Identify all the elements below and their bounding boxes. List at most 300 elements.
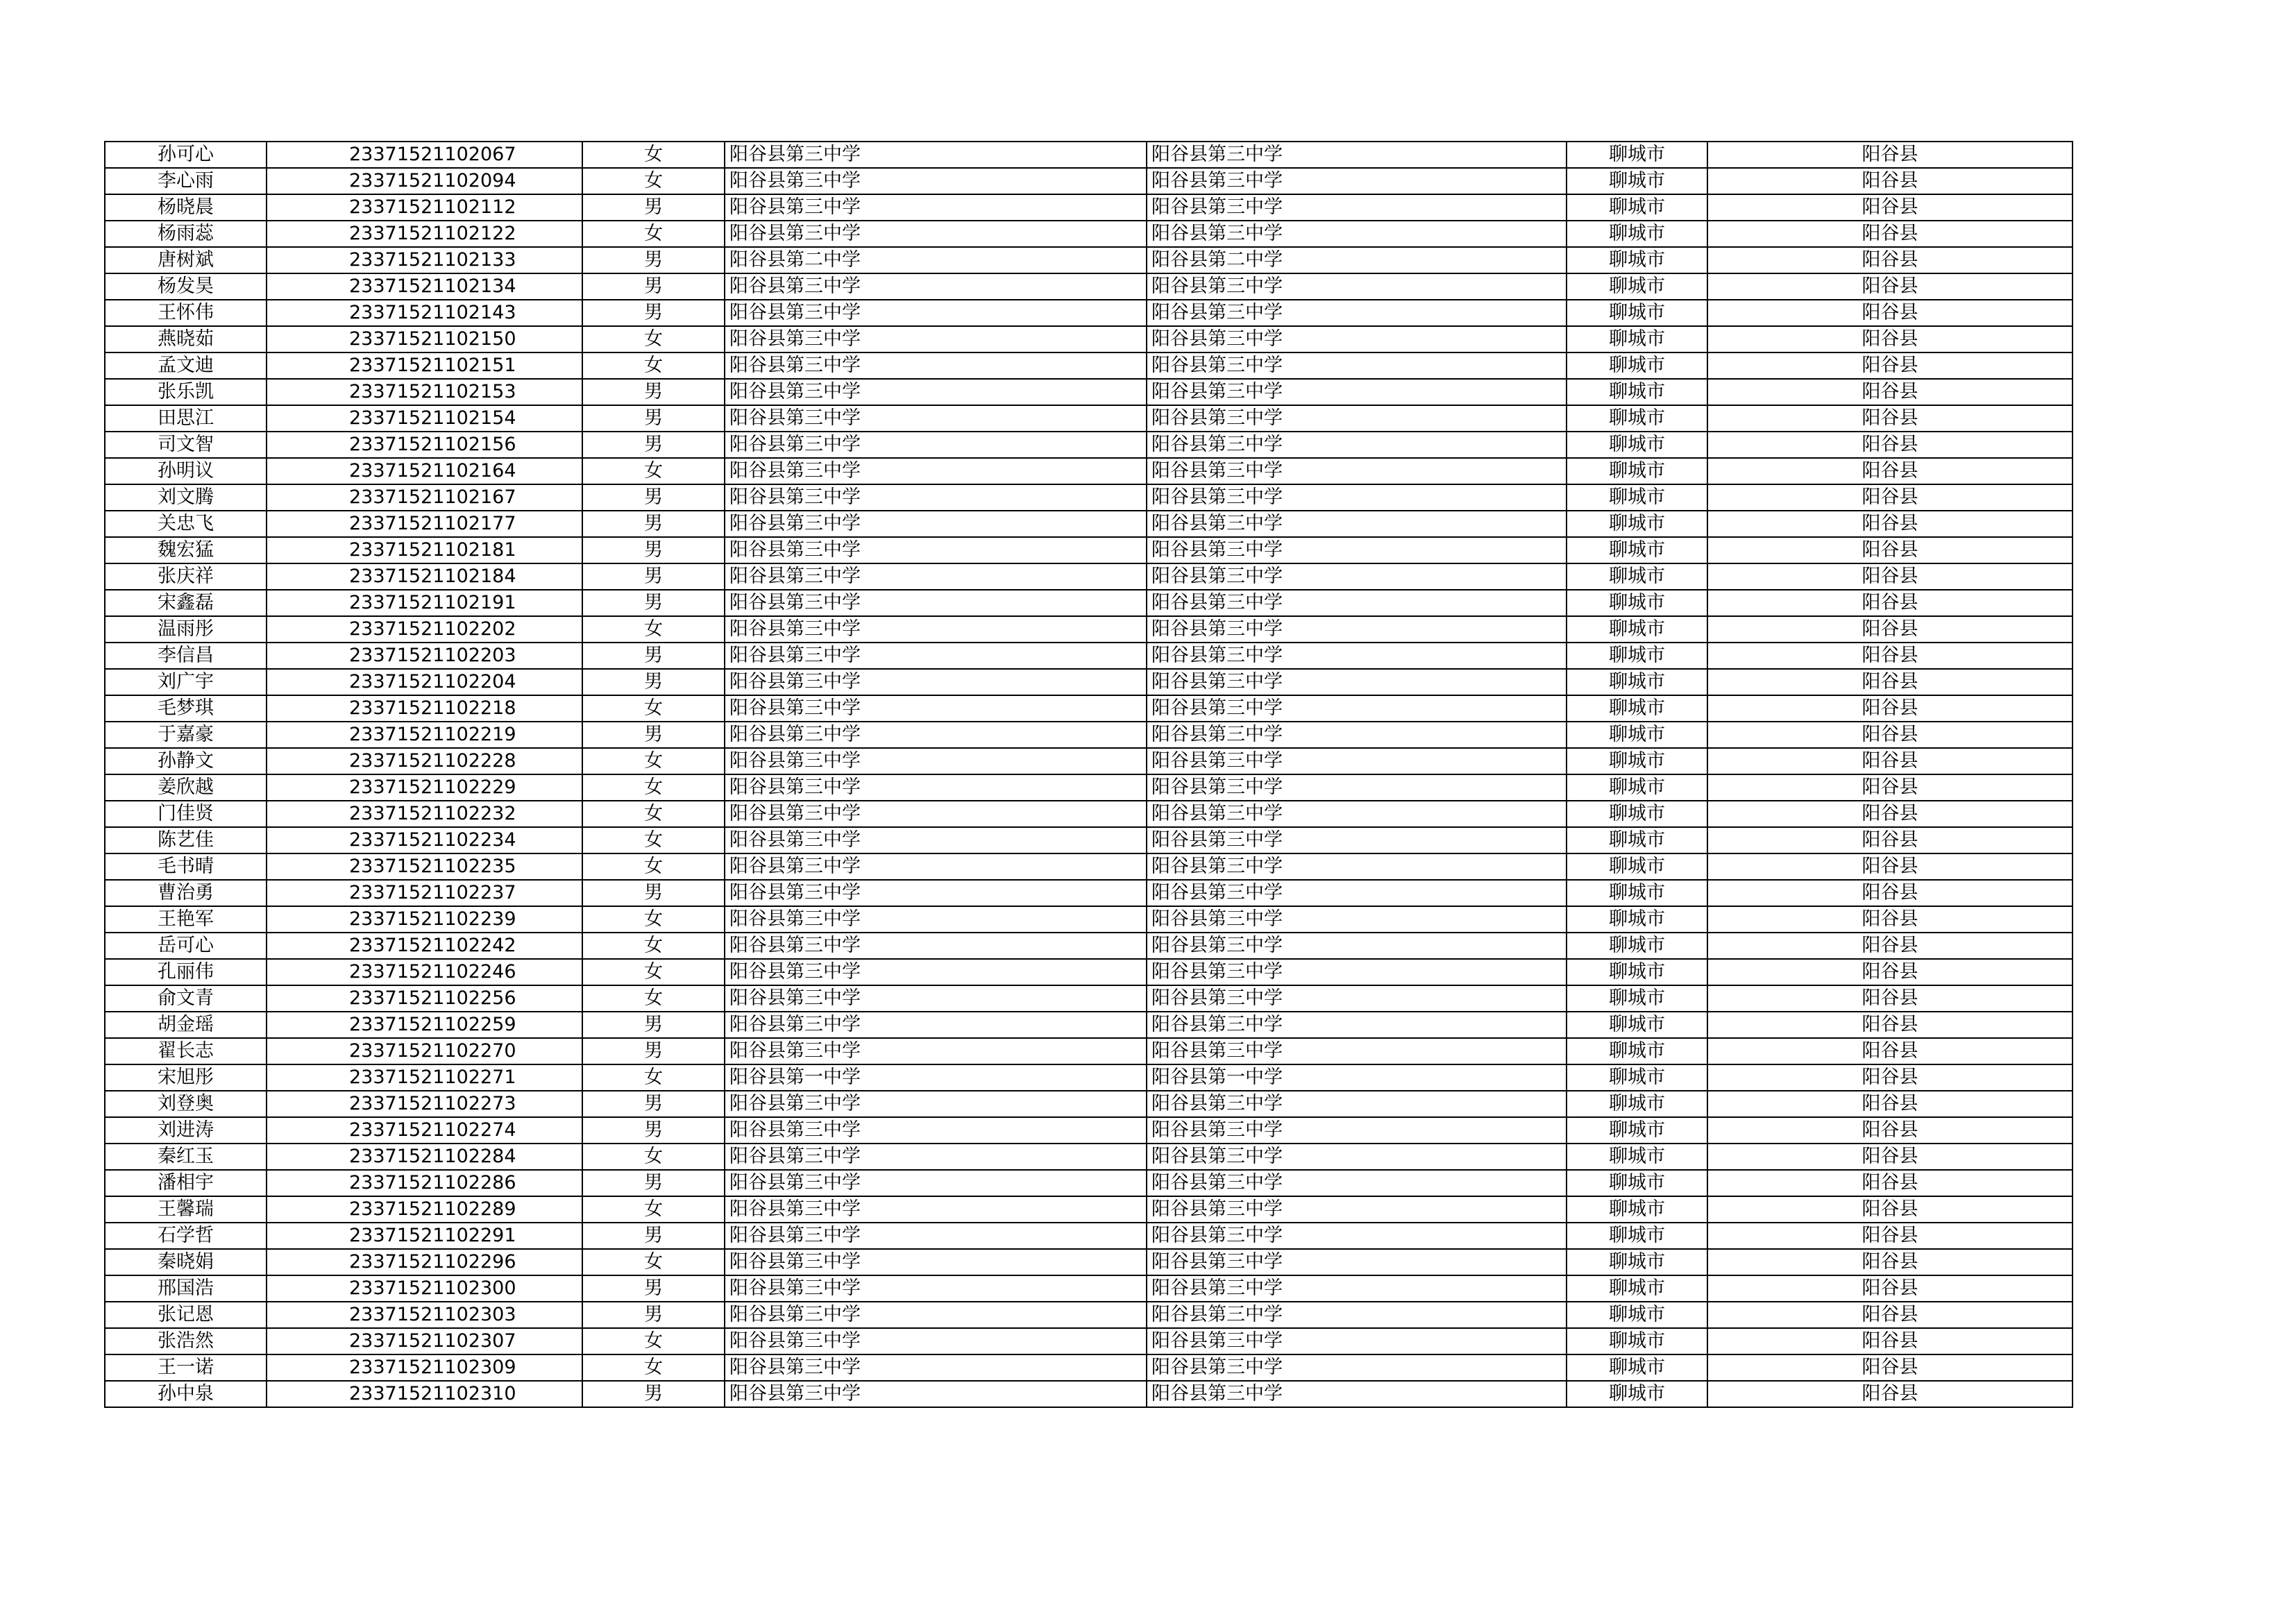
- cell-city: 聊城市: [1567, 432, 1707, 458]
- table-row: [105, 1328, 2073, 1354]
- cell-gender: 女: [582, 774, 725, 801]
- cell-gender: 女: [582, 801, 725, 827]
- cell-county: 阳谷县: [1707, 774, 2073, 801]
- cell-county: 阳谷县: [1707, 1170, 2073, 1196]
- cell-gender: 男: [582, 300, 725, 326]
- cell-school: 阳谷县第三中学: [725, 432, 1147, 458]
- cell-name: 刘文腾: [105, 484, 267, 511]
- cell-school-2: 阳谷县第三中学: [1147, 774, 1567, 801]
- cell-gender: 男: [582, 194, 725, 221]
- table-row: [105, 563, 2073, 590]
- cell-school-2: 阳谷县第三中学: [1147, 300, 1567, 326]
- cell-exam-id: 23371521102246: [267, 959, 582, 985]
- cell-school-2: 阳谷县第三中学: [1147, 1012, 1567, 1038]
- cell-gender: 男: [582, 880, 725, 906]
- cell-city: 聊城市: [1567, 326, 1707, 352]
- cell-school-2: 阳谷县第三中学: [1147, 959, 1567, 985]
- table-row: [105, 168, 2073, 194]
- cell-exam-id: 23371521102303: [267, 1302, 582, 1328]
- cell-school: 阳谷县第三中学: [725, 221, 1147, 247]
- cell-city: 聊城市: [1567, 695, 1707, 722]
- cell-city: 聊城市: [1567, 537, 1707, 563]
- cell-name: 潘相宇: [105, 1170, 267, 1196]
- cell-city: 聊城市: [1567, 1064, 1707, 1091]
- cell-school-2: 阳谷县第三中学: [1147, 221, 1567, 247]
- cell-city: 聊城市: [1567, 722, 1707, 748]
- cell-school: 阳谷县第三中学: [725, 300, 1147, 326]
- cell-school-2: 阳谷县第三中学: [1147, 484, 1567, 511]
- cell-city: 聊城市: [1567, 1275, 1707, 1302]
- cell-exam-id: 23371521102307: [267, 1328, 582, 1354]
- cell-exam-id: 23371521102242: [267, 933, 582, 959]
- cell-city: 聊城市: [1567, 142, 1707, 168]
- cell-exam-id: 23371521102284: [267, 1144, 582, 1170]
- table-row: [105, 142, 2073, 168]
- cell-school: 阳谷县第三中学: [725, 1170, 1147, 1196]
- table-row: [105, 669, 2073, 695]
- cell-exam-id: 23371521102122: [267, 221, 582, 247]
- cell-school-2: 阳谷县第三中学: [1147, 326, 1567, 352]
- cell-name: 门佳贤: [105, 801, 267, 827]
- table-row: [105, 537, 2073, 563]
- cell-county: 阳谷县: [1707, 194, 2073, 221]
- table-row: [105, 590, 2073, 616]
- cell-city: 聊城市: [1567, 1117, 1707, 1144]
- cell-county: 阳谷县: [1707, 221, 2073, 247]
- cell-name: 秦红玉: [105, 1144, 267, 1170]
- cell-exam-id: 23371521102112: [267, 194, 582, 221]
- cell-county: 阳谷县: [1707, 1196, 2073, 1223]
- cell-name: 魏宏猛: [105, 537, 267, 563]
- cell-school: 阳谷县第三中学: [725, 801, 1147, 827]
- cell-exam-id: 23371521102184: [267, 563, 582, 590]
- cell-school: 阳谷县第三中学: [725, 168, 1147, 194]
- table-row: [105, 1012, 2073, 1038]
- table-row: [105, 959, 2073, 985]
- cell-city: 聊城市: [1567, 616, 1707, 643]
- cell-city: 聊城市: [1567, 1038, 1707, 1064]
- cell-school-2: 阳谷县第三中学: [1147, 669, 1567, 695]
- cell-gender: 女: [582, 959, 725, 985]
- cell-exam-id: 23371521102234: [267, 827, 582, 853]
- cell-school-2: 阳谷县第三中学: [1147, 1117, 1567, 1144]
- cell-school-2: 阳谷县第二中学: [1147, 247, 1567, 273]
- cell-city: 聊城市: [1567, 379, 1707, 405]
- cell-city: 聊城市: [1567, 300, 1707, 326]
- cell-city: 聊城市: [1567, 1223, 1707, 1249]
- cell-exam-id: 23371521102191: [267, 590, 582, 616]
- table-row: [105, 906, 2073, 933]
- cell-school: 阳谷县第三中学: [725, 484, 1147, 511]
- cell-gender: 男: [582, 643, 725, 669]
- cell-city: 聊城市: [1567, 643, 1707, 669]
- table-row: [105, 432, 2073, 458]
- cell-name: 唐树斌: [105, 247, 267, 273]
- table-body: [105, 142, 2073, 1407]
- cell-school: 阳谷县第三中学: [725, 643, 1147, 669]
- cell-county: 阳谷县: [1707, 1328, 2073, 1354]
- cell-school-2: 阳谷县第三中学: [1147, 1249, 1567, 1275]
- table-row: [105, 722, 2073, 748]
- cell-city: 聊城市: [1567, 590, 1707, 616]
- cell-school: 阳谷县第三中学: [725, 142, 1147, 168]
- cell-exam-id: 23371521102259: [267, 1012, 582, 1038]
- cell-school: 阳谷县第三中学: [725, 1328, 1147, 1354]
- cell-city: 聊城市: [1567, 1249, 1707, 1275]
- cell-gender: 女: [582, 748, 725, 774]
- cell-school: 阳谷县第三中学: [725, 616, 1147, 643]
- table-row: [105, 933, 2073, 959]
- cell-school: 阳谷县第三中学: [725, 959, 1147, 985]
- cell-city: 聊城市: [1567, 853, 1707, 880]
- cell-school: 阳谷县第三中学: [725, 273, 1147, 300]
- cell-name: 刘进涛: [105, 1117, 267, 1144]
- table-row: [105, 643, 2073, 669]
- table-row: [105, 1302, 2073, 1328]
- table-row: [105, 1038, 2073, 1064]
- cell-exam-id: 23371521102150: [267, 326, 582, 352]
- cell-school-2: 阳谷县第三中学: [1147, 273, 1567, 300]
- cell-school-2: 阳谷县第三中学: [1147, 1302, 1567, 1328]
- cell-city: 聊城市: [1567, 774, 1707, 801]
- cell-gender: 男: [582, 1117, 725, 1144]
- cell-school-2: 阳谷县第三中学: [1147, 1091, 1567, 1117]
- cell-school: 阳谷县第三中学: [725, 933, 1147, 959]
- cell-exam-id: 23371521102274: [267, 1117, 582, 1144]
- cell-name: 温雨彤: [105, 616, 267, 643]
- cell-exam-id: 23371521102067: [267, 142, 582, 168]
- cell-city: 聊城市: [1567, 458, 1707, 484]
- cell-school-2: 阳谷县第三中学: [1147, 458, 1567, 484]
- cell-gender: 男: [582, 669, 725, 695]
- cell-school: 阳谷县第三中学: [725, 1302, 1147, 1328]
- cell-name: 陈艺佳: [105, 827, 267, 853]
- cell-exam-id: 23371521102094: [267, 168, 582, 194]
- table-row: [105, 827, 2073, 853]
- cell-gender: 男: [582, 484, 725, 511]
- cell-county: 阳谷县: [1707, 1275, 2073, 1302]
- cell-exam-id: 23371521102143: [267, 300, 582, 326]
- cell-county: 阳谷县: [1707, 1117, 2073, 1144]
- cell-county: 阳谷县: [1707, 722, 2073, 748]
- cell-gender: 女: [582, 933, 725, 959]
- cell-county: 阳谷县: [1707, 985, 2073, 1012]
- cell-school-2: 阳谷县第三中学: [1147, 1275, 1567, 1302]
- cell-gender: 女: [582, 1249, 725, 1275]
- cell-city: 聊城市: [1567, 933, 1707, 959]
- cell-county: 阳谷县: [1707, 1012, 2073, 1038]
- cell-city: 聊城市: [1567, 801, 1707, 827]
- cell-county: 阳谷县: [1707, 1038, 2073, 1064]
- table-row: [105, 748, 2073, 774]
- cell-city: 聊城市: [1567, 194, 1707, 221]
- cell-gender: 男: [582, 247, 725, 273]
- cell-name: 孙静文: [105, 748, 267, 774]
- cell-gender: 女: [582, 221, 725, 247]
- cell-city: 聊城市: [1567, 273, 1707, 300]
- cell-school-2: 阳谷县第三中学: [1147, 168, 1567, 194]
- cell-school: 阳谷县第三中学: [725, 853, 1147, 880]
- table-row: [105, 1249, 2073, 1275]
- cell-gender: 女: [582, 906, 725, 933]
- cell-county: 阳谷县: [1707, 933, 2073, 959]
- cell-city: 聊城市: [1567, 1144, 1707, 1170]
- cell-county: 阳谷县: [1707, 748, 2073, 774]
- cell-school-2: 阳谷县第三中学: [1147, 906, 1567, 933]
- cell-exam-id: 23371521102181: [267, 537, 582, 563]
- cell-school: 阳谷县第三中学: [725, 1223, 1147, 1249]
- cell-exam-id: 23371521102229: [267, 774, 582, 801]
- cell-school-2: 阳谷县第三中学: [1147, 1381, 1567, 1407]
- cell-exam-id: 23371521102134: [267, 273, 582, 300]
- cell-name: 孟文迪: [105, 352, 267, 379]
- cell-county: 阳谷县: [1707, 1064, 2073, 1091]
- cell-county: 阳谷县: [1707, 511, 2073, 537]
- cell-name: 曹治勇: [105, 880, 267, 906]
- cell-school: 阳谷县第三中学: [725, 1354, 1147, 1381]
- cell-gender: 女: [582, 616, 725, 643]
- cell-name: 孙明议: [105, 458, 267, 484]
- cell-exam-id: 23371521102133: [267, 247, 582, 273]
- cell-school-2: 阳谷县第三中学: [1147, 1144, 1567, 1170]
- cell-school-2: 阳谷县第三中学: [1147, 379, 1567, 405]
- cell-county: 阳谷县: [1707, 616, 2073, 643]
- cell-school: 阳谷县第一中学: [725, 1064, 1147, 1091]
- table-row: [105, 1223, 2073, 1249]
- cell-name: 孔丽伟: [105, 959, 267, 985]
- cell-exam-id: 23371521102310: [267, 1381, 582, 1407]
- cell-school-2: 阳谷县第三中学: [1147, 1170, 1567, 1196]
- cell-gender: 男: [582, 1038, 725, 1064]
- cell-name: 秦晓娟: [105, 1249, 267, 1275]
- cell-name: 俞文青: [105, 985, 267, 1012]
- cell-gender: 女: [582, 1144, 725, 1170]
- cell-name: 宋旭彤: [105, 1064, 267, 1091]
- table-row: [105, 616, 2073, 643]
- cell-school: 阳谷县第三中学: [725, 1275, 1147, 1302]
- table-row: [105, 379, 2073, 405]
- cell-gender: 男: [582, 405, 725, 432]
- cell-county: 阳谷县: [1707, 643, 2073, 669]
- cell-name: 刘登奥: [105, 1091, 267, 1117]
- cell-name: 关忠飞: [105, 511, 267, 537]
- cell-county: 阳谷县: [1707, 1302, 2073, 1328]
- cell-county: 阳谷县: [1707, 537, 2073, 563]
- cell-school: 阳谷县第三中学: [725, 326, 1147, 352]
- cell-gender: 男: [582, 273, 725, 300]
- cell-school: 阳谷县第三中学: [725, 827, 1147, 853]
- cell-school: 阳谷县第三中学: [725, 748, 1147, 774]
- cell-gender: 男: [582, 1302, 725, 1328]
- cell-city: 聊城市: [1567, 1302, 1707, 1328]
- cell-gender: 男: [582, 722, 725, 748]
- cell-school: 阳谷县第三中学: [725, 563, 1147, 590]
- cell-county: 阳谷县: [1707, 484, 2073, 511]
- table-row: [105, 1144, 2073, 1170]
- table-row: [105, 1064, 2073, 1091]
- cell-city: 聊城市: [1567, 221, 1707, 247]
- table-row: [105, 221, 2073, 247]
- cell-school: 阳谷县第三中学: [725, 906, 1147, 933]
- cell-name: 王怀伟: [105, 300, 267, 326]
- cell-exam-id: 23371521102296: [267, 1249, 582, 1275]
- cell-school-2: 阳谷县第一中学: [1147, 1064, 1567, 1091]
- cell-county: 阳谷县: [1707, 880, 2073, 906]
- table-row: [105, 1275, 2073, 1302]
- cell-name: 王馨瑞: [105, 1196, 267, 1223]
- cell-exam-id: 23371521102309: [267, 1354, 582, 1381]
- cell-name: 李信昌: [105, 643, 267, 669]
- cell-gender: 女: [582, 695, 725, 722]
- cell-gender: 男: [582, 511, 725, 537]
- cell-exam-id: 23371521102228: [267, 748, 582, 774]
- cell-county: 阳谷县: [1707, 326, 2073, 352]
- cell-name: 翟长志: [105, 1038, 267, 1064]
- cell-city: 聊城市: [1567, 352, 1707, 379]
- cell-name: 毛书晴: [105, 853, 267, 880]
- cell-school: 阳谷县第三中学: [725, 1196, 1147, 1223]
- cell-city: 聊城市: [1567, 168, 1707, 194]
- cell-name: 杨雨蕊: [105, 221, 267, 247]
- cell-exam-id: 23371521102151: [267, 352, 582, 379]
- cell-gender: 男: [582, 1275, 725, 1302]
- cell-gender: 男: [582, 1170, 725, 1196]
- cell-county: 阳谷县: [1707, 1249, 2073, 1275]
- cell-county: 阳谷县: [1707, 827, 2073, 853]
- cell-school: 阳谷县第三中学: [725, 458, 1147, 484]
- table-row: [105, 880, 2073, 906]
- table-row: [105, 300, 2073, 326]
- cell-school-2: 阳谷县第三中学: [1147, 1328, 1567, 1354]
- cell-name: 李心雨: [105, 168, 267, 194]
- cell-school-2: 阳谷县第三中学: [1147, 194, 1567, 221]
- cell-gender: 男: [582, 563, 725, 590]
- cell-gender: 女: [582, 168, 725, 194]
- cell-school-2: 阳谷县第三中学: [1147, 511, 1567, 537]
- cell-school-2: 阳谷县第三中学: [1147, 563, 1567, 590]
- cell-county: 阳谷县: [1707, 1381, 2073, 1407]
- cell-county: 阳谷县: [1707, 959, 2073, 985]
- cell-county: 阳谷县: [1707, 801, 2073, 827]
- cell-city: 聊城市: [1567, 1012, 1707, 1038]
- cell-county: 阳谷县: [1707, 300, 2073, 326]
- cell-school: 阳谷县第三中学: [725, 1144, 1147, 1170]
- table-row: [105, 458, 2073, 484]
- table-row: [105, 853, 2073, 880]
- cell-school-2: 阳谷县第三中学: [1147, 432, 1567, 458]
- cell-city: 聊城市: [1567, 511, 1707, 537]
- cell-county: 阳谷县: [1707, 352, 2073, 379]
- cell-county: 阳谷县: [1707, 379, 2073, 405]
- cell-city: 聊城市: [1567, 827, 1707, 853]
- cell-gender: 女: [582, 352, 725, 379]
- table-row: [105, 273, 2073, 300]
- table-row: [105, 801, 2073, 827]
- table-row: [105, 1117, 2073, 1144]
- cell-school: 阳谷县第三中学: [725, 695, 1147, 722]
- cell-exam-id: 23371521102156: [267, 432, 582, 458]
- cell-county: 阳谷县: [1707, 142, 2073, 168]
- cell-city: 聊城市: [1567, 1196, 1707, 1223]
- cell-gender: 女: [582, 142, 725, 168]
- cell-name: 姜欣越: [105, 774, 267, 801]
- cell-school: 阳谷县第三中学: [725, 352, 1147, 379]
- cell-gender: 女: [582, 1328, 725, 1354]
- cell-county: 阳谷县: [1707, 1223, 2073, 1249]
- cell-school-2: 阳谷县第三中学: [1147, 801, 1567, 827]
- cell-school-2: 阳谷县第三中学: [1147, 1354, 1567, 1381]
- cell-school: 阳谷县第三中学: [725, 590, 1147, 616]
- cell-exam-id: 23371521102237: [267, 880, 582, 906]
- cell-city: 聊城市: [1567, 985, 1707, 1012]
- cell-name: 岳可心: [105, 933, 267, 959]
- cell-city: 聊城市: [1567, 906, 1707, 933]
- table-row: [105, 247, 2073, 273]
- cell-school: 阳谷县第三中学: [725, 1381, 1147, 1407]
- cell-county: 阳谷县: [1707, 168, 2073, 194]
- cell-exam-id: 23371521102164: [267, 458, 582, 484]
- cell-school-2: 阳谷县第三中学: [1147, 590, 1567, 616]
- cell-city: 聊城市: [1567, 1328, 1707, 1354]
- cell-gender: 男: [582, 590, 725, 616]
- table-row: [105, 326, 2073, 352]
- cell-exam-id: 23371521102271: [267, 1064, 582, 1091]
- cell-gender: 女: [582, 326, 725, 352]
- cell-city: 聊城市: [1567, 1381, 1707, 1407]
- cell-exam-id: 23371521102167: [267, 484, 582, 511]
- cell-county: 阳谷县: [1707, 273, 2073, 300]
- cell-city: 聊城市: [1567, 880, 1707, 906]
- cell-gender: 男: [582, 537, 725, 563]
- cell-county: 阳谷县: [1707, 432, 2073, 458]
- cell-name: 于嘉豪: [105, 722, 267, 748]
- cell-school-2: 阳谷县第三中学: [1147, 643, 1567, 669]
- cell-county: 阳谷县: [1707, 458, 2073, 484]
- cell-school: 阳谷县第三中学: [725, 194, 1147, 221]
- cell-name: 司文智: [105, 432, 267, 458]
- table-row: [105, 194, 2073, 221]
- cell-county: 阳谷县: [1707, 590, 2073, 616]
- cell-exam-id: 23371521102202: [267, 616, 582, 643]
- cell-city: 聊城市: [1567, 247, 1707, 273]
- cell-gender: 女: [582, 827, 725, 853]
- cell-city: 聊城市: [1567, 405, 1707, 432]
- cell-city: 聊城市: [1567, 1170, 1707, 1196]
- cell-name: 燕晓茹: [105, 326, 267, 352]
- cell-gender: 女: [582, 458, 725, 484]
- cell-school-2: 阳谷县第三中学: [1147, 1038, 1567, 1064]
- cell-name: 张记恩: [105, 1302, 267, 1328]
- cell-gender: 女: [582, 1354, 725, 1381]
- cell-school-2: 阳谷县第三中学: [1147, 352, 1567, 379]
- cell-gender: 女: [582, 985, 725, 1012]
- cell-name: 杨晓晨: [105, 194, 267, 221]
- cell-exam-id: 23371521102270: [267, 1038, 582, 1064]
- cell-school: 阳谷县第三中学: [725, 537, 1147, 563]
- cell-county: 阳谷县: [1707, 563, 2073, 590]
- cell-name: 杨发昊: [105, 273, 267, 300]
- cell-gender: 男: [582, 1012, 725, 1038]
- table-row: [105, 484, 2073, 511]
- cell-school-2: 阳谷县第三中学: [1147, 1223, 1567, 1249]
- table-row: [105, 695, 2073, 722]
- cell-exam-id: 23371521102153: [267, 379, 582, 405]
- cell-name: 张浩然: [105, 1328, 267, 1354]
- cell-school-2: 阳谷县第三中学: [1147, 695, 1567, 722]
- cell-school-2: 阳谷县第三中学: [1147, 853, 1567, 880]
- cell-school: 阳谷县第三中学: [725, 1038, 1147, 1064]
- cell-name: 宋鑫磊: [105, 590, 267, 616]
